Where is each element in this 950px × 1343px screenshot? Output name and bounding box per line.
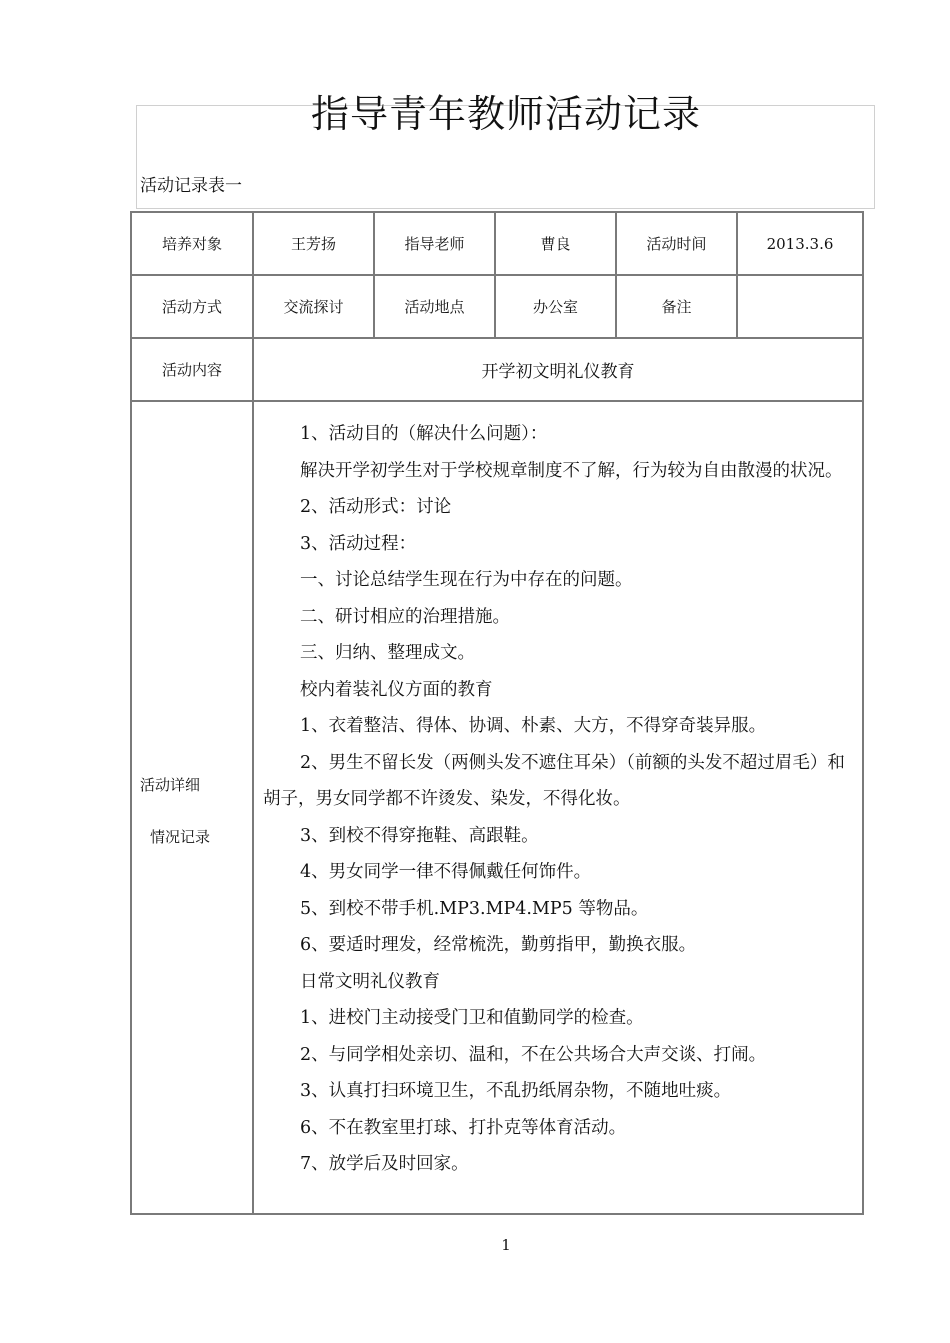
details-row bbox=[131, 401, 863, 1214]
detail-paragraph: 1、活动目的（解决什么问题）： bbox=[300, 424, 548, 444]
label-activity-content: 活动内容 bbox=[131, 338, 253, 401]
detail-paragraph: 2、男生不留长发（两侧头发不遮住耳朵）（前额的头发不超过眉毛）和胡子，男女同学都不许烫发、染发，不得化妆。 bbox=[263, 752, 845, 809]
value-activity-time: 2013.3.6 bbox=[737, 212, 863, 275]
activity-details-cell bbox=[253, 401, 863, 1214]
value-activity-location: 办公室 bbox=[495, 275, 616, 338]
detail-paragraph: 1、进校门主动接受门卫和值勤同学的检查。 bbox=[300, 1008, 644, 1028]
label-activity-mode: 活动方式 bbox=[131, 275, 253, 338]
info-row-1 bbox=[131, 212, 863, 275]
detail-paragraph: 二、研讨相应的治理措施。 bbox=[300, 606, 510, 627]
detail-paragraph: 3、活动过程： bbox=[300, 533, 417, 554]
detail-paragraph: 2、与同学相处亲切、温和，不在公共场合大声交谈、打闹。 bbox=[300, 1044, 767, 1065]
detail-paragraph: 1、衣着整洁、得体、协调、朴素、大方，不得穿奇装异服。 bbox=[300, 716, 767, 736]
detail-paragraph: 2、活动形式：讨论 bbox=[300, 497, 452, 517]
page-number: 1 bbox=[501, 1236, 511, 1254]
activity-record-table bbox=[130, 211, 864, 1215]
value-activity-mode: 交流探讨 bbox=[253, 275, 374, 338]
detail-paragraph: 7、放学后及时回家。 bbox=[300, 1154, 469, 1174]
info-row-2 bbox=[131, 275, 863, 338]
label-remarks: 备注 bbox=[616, 275, 737, 338]
detail-paragraph: 一、讨论总结学生现在行为中存在的问题。 bbox=[300, 570, 633, 590]
value-remarks bbox=[737, 275, 863, 338]
detail-paragraph: 解决开学初学生对于学校规章制度不了解，行为较为自由散漫的状况。 bbox=[300, 460, 843, 481]
label-activity-time: 活动时间 bbox=[616, 212, 737, 275]
detail-paragraph: 三、归纳、整理成文。 bbox=[300, 643, 475, 663]
label-trainee: 培养对象 bbox=[131, 212, 253, 275]
detail-paragraph: 6、要适时理发，经常梳洗，勤剪指甲，勤换衣服。 bbox=[300, 935, 697, 955]
detail-paragraph: 日常文明礼仪教育 bbox=[300, 971, 440, 992]
detail-paragraph: 3、到校不得穿拖鞋、高跟鞋。 bbox=[300, 825, 539, 846]
detail-label-line-2: 情况记录 bbox=[150, 828, 211, 846]
document-title: 指导青年教师活动记录 bbox=[310, 92, 701, 136]
detail-paragraph: 6、不在教室里打球、打扑克等体育活动。 bbox=[300, 1117, 627, 1138]
value-mentor: 曹良 bbox=[495, 212, 616, 275]
value-activity-content: 开学初文明礼仪教育 bbox=[253, 338, 863, 401]
detail-paragraph: 3、认真打扫环境卫生，不乱扔纸屑杂物，不随地吐痰。 bbox=[300, 1081, 732, 1101]
detail-paragraph: 校内着装礼仪方面的教育 bbox=[300, 679, 493, 700]
detail-paragraph: 4、男女同学一律不得佩戴任何饰件。 bbox=[300, 862, 592, 882]
detail-label-line-1: 活动详细 bbox=[140, 776, 201, 794]
label-activity-location: 活动地点 bbox=[374, 275, 495, 338]
content-row bbox=[131, 338, 863, 401]
activity-details-body bbox=[254, 402, 862, 1183]
form-label: 活动记录表一 bbox=[140, 176, 242, 196]
label-mentor: 指导老师 bbox=[374, 212, 495, 275]
label-activity-details bbox=[131, 401, 253, 1214]
detail-paragraph: 5、到校不带手机.MP3.MP4.MP5 等物品。 bbox=[300, 898, 649, 919]
value-trainee: 王芳扬 bbox=[253, 212, 374, 275]
